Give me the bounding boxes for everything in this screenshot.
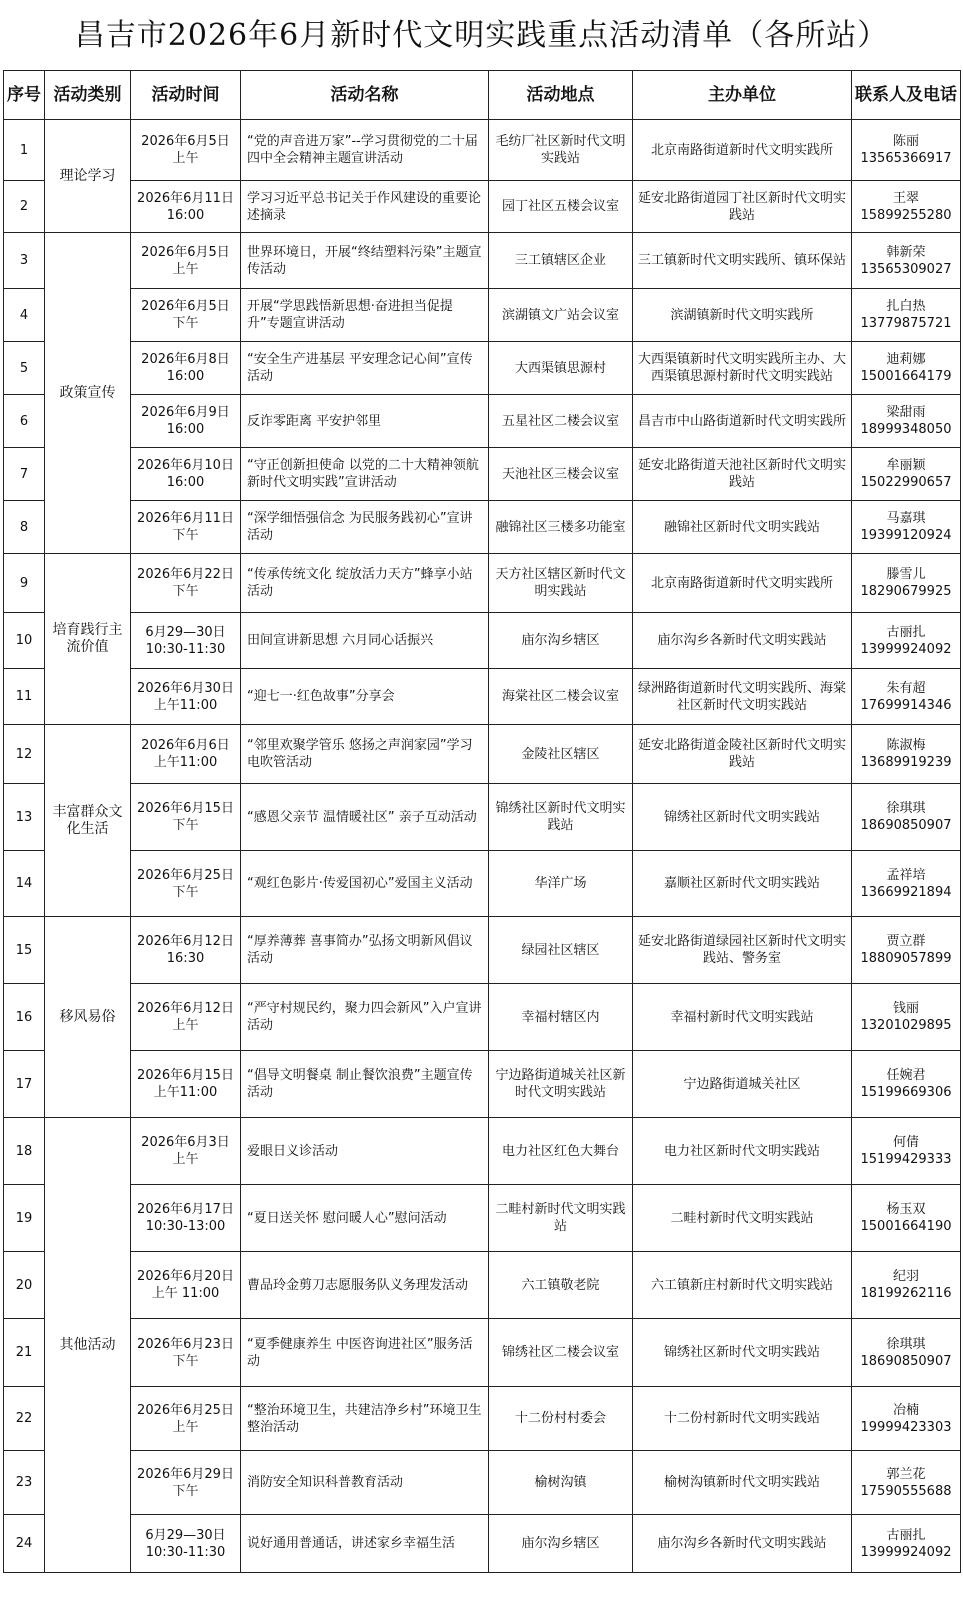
contact-cell [852, 233, 961, 289]
table-row [4, 395, 961, 448]
table-row [4, 120, 961, 181]
time-period: 上午11:00 [153, 755, 218, 770]
seq-cell: 4 [4, 289, 45, 342]
table-row [4, 784, 961, 851]
activity-name-cell: “深学细悟强信念 为民服务践初心”宣讲活动 [241, 501, 489, 554]
contact-person: 郭兰花 [886, 1466, 926, 1482]
time-period: 上午11:00 [153, 697, 218, 713]
contact-phone: 15022990657 [860, 475, 952, 490]
time-date: 2026年6月25日 [137, 1402, 234, 1418]
time-date: 2026年6月22日 [137, 567, 234, 582]
contact-phone: 15199669306 [860, 1085, 952, 1100]
activity-name-cell: “夏季健康养生 中医咨询进社区”服务活动 [241, 1319, 489, 1387]
contact-phone: 18199262116 [860, 1286, 952, 1301]
time-cell [131, 669, 241, 725]
place-cell: 庙尔沟乡辖区 [489, 1515, 633, 1573]
time-cell [131, 1252, 241, 1319]
contact-cell [852, 851, 961, 917]
seq-cell: 10 [4, 613, 45, 669]
contact-person: 朱有超 [886, 680, 926, 696]
place-cell: 三工镇辖区企业 [489, 233, 633, 289]
activity-name-cell: “夏日送关怀 慰问暖人心”慰问活动 [241, 1185, 489, 1252]
seq-cell: 20 [4, 1252, 45, 1319]
time-period: 上午 11:00 [151, 1286, 220, 1301]
table-body [4, 120, 961, 1573]
time-cell [131, 233, 241, 289]
contact-person: 杨玉双 [886, 1202, 926, 1217]
contact-person: 钱丽 [892, 1001, 919, 1016]
organizer-cell: 宁边路街道城关社区 [633, 1051, 852, 1118]
place-cell: 华洋广场 [489, 851, 633, 917]
seq-cell: 13 [4, 784, 45, 851]
table-row [4, 669, 961, 725]
time-date: 2026年6月12日 [137, 934, 234, 949]
contact-person: 梁甜雨 [886, 405, 926, 420]
time-period: 下午 [172, 528, 199, 543]
table-row [4, 1319, 961, 1387]
contact-cell [852, 448, 961, 501]
time-date: 2026年6月23日 [137, 1336, 234, 1352]
seq-cell: 15 [4, 917, 45, 984]
table-row [4, 1118, 961, 1185]
time-cell [131, 1051, 241, 1118]
organizer-cell: 庙尔沟乡各新时代文明实践站 [633, 613, 852, 669]
place-cell: 榆树沟镇 [489, 1451, 633, 1515]
contact-cell [852, 1051, 961, 1118]
page-title: 昌吉市2026年6月新时代文明实践重点活动清单（各所站） [74, 18, 889, 53]
organizer-cell: 榆树沟镇新时代文明实践站 [633, 1451, 852, 1515]
table-row [4, 1252, 961, 1319]
header-category: 活动类别 [45, 71, 131, 120]
place-cell: 海棠社区二楼会议室 [489, 669, 633, 725]
organizer-cell: 延安北路街道天池社区新时代文明实践站 [633, 448, 852, 501]
place-cell: 锦绣社区二楼会议室 [489, 1319, 633, 1387]
activity-name-cell: 消防安全知识科普教育活动 [241, 1451, 489, 1515]
seq-cell: 22 [4, 1387, 45, 1451]
seq-cell: 23 [4, 1451, 45, 1515]
time-period: 上午 [172, 1419, 199, 1435]
activity-name-cell: 世界环境日，开展“终结塑料污染”主题宣传活动 [241, 233, 489, 289]
place-cell: 绿园社区辖区 [489, 917, 633, 984]
organizer-cell: 大西渠镇新时代文明实践所主办、大西渠镇思源村新时代文明实践站 [633, 342, 852, 395]
table-row [4, 1185, 961, 1252]
time-period: 16:00 [166, 422, 205, 437]
time-cell [131, 725, 241, 784]
organizer-cell: 十二份村新时代文明实践站 [633, 1387, 852, 1451]
contact-person: 韩新荣 [886, 244, 926, 260]
header-place: 活动地点 [489, 71, 633, 120]
table-row [4, 613, 961, 669]
table-row [4, 501, 961, 554]
table-row [4, 554, 961, 613]
category-cell: 培育践行主流价值 [45, 554, 131, 725]
time-period: 下午 [172, 1353, 199, 1369]
activity-name-cell: 说好通用普通话，讲述家乡幸福生活 [241, 1515, 489, 1573]
contact-cell [852, 1319, 961, 1387]
contact-person: 冶楠 [892, 1402, 919, 1418]
time-period: 10:30-11:30 [145, 641, 226, 657]
table-row [4, 289, 961, 342]
time-period: 下午 [172, 884, 199, 900]
table-row [4, 1051, 961, 1118]
time-cell [131, 784, 241, 851]
contact-cell [852, 181, 961, 233]
table-row [4, 851, 961, 917]
contact-phone: 17590555688 [860, 1483, 952, 1499]
activity-name-cell: “观红色影片·传爱国初心”爱国主义活动 [241, 851, 489, 917]
table-row [4, 1451, 961, 1515]
organizer-cell: 六工镇新庄村新时代文明实践站 [633, 1252, 852, 1319]
seq-cell: 16 [4, 984, 45, 1051]
contact-phone: 19999423303 [860, 1419, 952, 1435]
contact-person: 陈淑梅 [886, 738, 926, 753]
table-row [4, 984, 961, 1051]
organizer-cell: 幸福村新时代文明实践站 [633, 984, 852, 1051]
time-date: 6月29—30日 [145, 1527, 226, 1543]
activity-name-cell: “整治环境卫生，共建洁净乡村”环境卫生整治活动 [241, 1387, 489, 1451]
contact-person: 贾立群 [886, 934, 926, 949]
header-time: 活动时间 [131, 71, 241, 120]
contact-cell [852, 1387, 961, 1451]
place-cell: 毛纺厂社区新时代文明实践站 [489, 120, 633, 181]
organizer-cell: 滨湖镇新时代文明实践所 [633, 289, 852, 342]
contact-cell [852, 1252, 961, 1319]
time-date: 2026年6月9日 [141, 405, 230, 420]
time-cell [131, 1319, 241, 1387]
contact-phone: 18290679925 [860, 584, 952, 599]
time-date: 2026年6月29日 [137, 1466, 234, 1482]
contact-cell [852, 984, 961, 1051]
contact-person: 何倩 [892, 1135, 919, 1150]
place-cell: 十二份村村委会 [489, 1387, 633, 1451]
activity-name-cell: “倡导文明餐桌 制止餐饮浪费”主题宣传活动 [241, 1051, 489, 1118]
contact-person: 迪莉娜 [886, 352, 926, 367]
time-period: 上午 [172, 1152, 199, 1167]
place-cell: 二畦村新时代文明实践站 [489, 1185, 633, 1252]
time-cell [131, 1451, 241, 1515]
table-header-row [4, 71, 961, 120]
organizer-cell: 电力社区新时代文明实践站 [633, 1118, 852, 1185]
activity-name-cell: 爱眼日义诊活动 [241, 1118, 489, 1185]
contact-cell [852, 917, 961, 984]
time-date: 2026年6月6日 [141, 738, 230, 753]
time-period: 16:00 [166, 369, 205, 384]
seq-cell: 21 [4, 1319, 45, 1387]
time-date: 2026年6月15日 [137, 801, 234, 816]
place-cell: 五星社区二楼会议室 [489, 395, 633, 448]
time-date: 2026年6月15日 [137, 1068, 234, 1083]
time-date: 2026年6月10日 [137, 458, 234, 473]
contact-phone: 18999348050 [860, 422, 952, 437]
contact-phone: 19399120924 [860, 528, 952, 543]
place-cell: 庙尔沟乡辖区 [489, 613, 633, 669]
time-cell [131, 851, 241, 917]
header-organizer: 主办单位 [633, 71, 852, 120]
seq-cell: 8 [4, 501, 45, 554]
time-date: 2026年6月11日 [137, 190, 234, 206]
contact-phone: 13201029895 [860, 1018, 952, 1033]
header-name: 活动名称 [241, 71, 489, 120]
seq-cell: 9 [4, 554, 45, 613]
contact-person: 滕雪儿 [886, 567, 926, 582]
contact-cell [852, 613, 961, 669]
organizer-cell: 延安北路街道园丁社区新时代文明实践站 [633, 181, 852, 233]
contact-cell [852, 669, 961, 725]
organizer-cell: 延安北路街道金陵社区新时代文明实践站 [633, 725, 852, 784]
time-period: 10:30-13:00 [145, 1219, 226, 1234]
time-cell [131, 917, 241, 984]
category-cell: 丰富群众文化生活 [45, 725, 131, 917]
contact-cell [852, 342, 961, 395]
table-row [4, 917, 961, 984]
contact-phone: 15899255280 [860, 207, 952, 223]
place-cell: 滨湖镇文广站会议室 [489, 289, 633, 342]
time-date: 2026年6月11日 [137, 511, 234, 526]
time-date: 2026年6月5日 [141, 244, 230, 260]
contact-person: 任婉君 [886, 1068, 926, 1083]
time-period: 下午 [172, 584, 199, 599]
activity-name-cell: 反诈零距离 平安护邻里 [241, 395, 489, 448]
time-cell [131, 289, 241, 342]
organizer-cell: 三工镇新时代文明实践所、镇环保站 [633, 233, 852, 289]
organizer-cell: 融锦社区新时代文明实践站 [633, 501, 852, 554]
seq-cell: 11 [4, 669, 45, 725]
activity-name-cell: “迎七一·红色故事”分享会 [241, 669, 489, 725]
place-cell: 幸福村辖区内 [489, 984, 633, 1051]
contact-phone: 13999924092 [860, 641, 952, 657]
time-period: 10:30-11:30 [145, 1544, 226, 1560]
activity-name-cell: “党的声音进万家”--学习贯彻党的二十届四中全会精神主题宣讲活动 [241, 120, 489, 181]
contact-phone: 13999924092 [860, 1544, 952, 1560]
seq-cell: 2 [4, 181, 45, 233]
seq-cell: 12 [4, 725, 45, 784]
time-date: 2026年6月5日 [141, 299, 230, 314]
activity-name-cell: 曹品玲金剪刀志愿服务队义务理发活动 [241, 1252, 489, 1319]
contact-person: 牟丽颖 [886, 458, 926, 473]
contact-person: 陈丽 [892, 134, 919, 149]
time-period: 下午 [172, 1483, 199, 1499]
place-cell: 园丁社区五楼会议室 [489, 181, 633, 233]
seq-cell: 18 [4, 1118, 45, 1185]
table-row [4, 342, 961, 395]
time-cell [131, 554, 241, 613]
organizer-cell: 昌吉市中山路街道新时代文明实践所 [633, 395, 852, 448]
time-date: 2026年6月8日 [141, 352, 230, 367]
time-date: 2026年6月25日 [137, 867, 234, 883]
category-cell: 政策宣传 [45, 233, 131, 554]
time-cell [131, 181, 241, 233]
contact-cell [852, 725, 961, 784]
time-cell [131, 1185, 241, 1252]
header-contact: 联系人及电话 [852, 71, 961, 120]
activity-name-cell: “传承传统文化 绽放活力天方”蜂享小站活动 [241, 554, 489, 613]
contact-person: 孟祥培 [886, 867, 926, 883]
table-row [4, 448, 961, 501]
header-seq: 序号 [4, 71, 45, 120]
time-cell [131, 395, 241, 448]
organizer-cell: 二畦村新时代文明实践站 [633, 1185, 852, 1252]
place-cell: 锦绣社区新时代文明实践站 [489, 784, 633, 851]
time-date: 6月29—30日 [145, 624, 226, 640]
time-date: 2026年6月5日 [141, 134, 230, 149]
contact-person: 扎白热 [886, 299, 926, 314]
contact-person: 王翠 [892, 190, 919, 206]
organizer-cell: 锦绣社区新时代文明实践站 [633, 784, 852, 851]
organizer-cell: 延安北路街道绿园社区新时代文明实践站、警务室 [633, 917, 852, 984]
time-period: 上午 [172, 261, 199, 277]
seq-cell: 6 [4, 395, 45, 448]
category-cell: 其他活动 [45, 1118, 131, 1573]
organizer-cell: 锦绣社区新时代文明实践站 [633, 1319, 852, 1387]
place-cell: 融锦社区三楼多功能室 [489, 501, 633, 554]
seq-cell: 3 [4, 233, 45, 289]
activity-name-cell: “守正创新担使命 以党的二十大精神领航新时代文明实践”宣讲活动 [241, 448, 489, 501]
seq-cell: 7 [4, 448, 45, 501]
contact-phone: 15001664179 [860, 369, 952, 384]
place-cell: 金陵社区辖区 [489, 725, 633, 784]
contact-cell [852, 784, 961, 851]
activity-name-cell: 田间宣讲新思想 六月同心话振兴 [241, 613, 489, 669]
activity-name-cell: “邻里欢聚学管乐 悠扬之声润家园”学习电吹管活动 [241, 725, 489, 784]
category-cell: 理论学习 [45, 120, 131, 233]
time-date: 2026年6月12日 [137, 1001, 234, 1016]
contact-cell [852, 1118, 961, 1185]
activity-name-cell: “厚养薄葬 喜事简办”弘扬文明新风倡议活动 [241, 917, 489, 984]
contact-phone: 18690850907 [860, 1353, 952, 1369]
contact-phone: 15001664190 [860, 1219, 952, 1234]
time-cell [131, 1387, 241, 1451]
table-row [4, 1387, 961, 1451]
contact-person: 徐琪琪 [886, 1336, 926, 1352]
time-cell [131, 1515, 241, 1573]
table-row [4, 1515, 961, 1573]
seq-cell: 17 [4, 1051, 45, 1118]
contact-cell [852, 120, 961, 181]
seq-cell: 19 [4, 1185, 45, 1252]
contact-person: 徐琪琪 [886, 801, 926, 816]
time-date: 2026年6月30日 [137, 680, 234, 696]
organizer-cell: 北京南路街道新时代文明实践所 [633, 554, 852, 613]
contact-person: 纪羽 [892, 1269, 919, 1284]
activity-name-cell: “严守村规民约，聚力四会新风”入户宣讲活动 [241, 984, 489, 1051]
time-cell [131, 448, 241, 501]
organizer-cell: 北京南路街道新时代文明实践所 [633, 120, 852, 181]
seq-cell: 1 [4, 120, 45, 181]
time-date: 2026年6月20日 [137, 1269, 234, 1284]
activity-name-cell: 学习习近平总书记关于作风建设的重要论述摘录 [241, 181, 489, 233]
seq-cell: 5 [4, 342, 45, 395]
contact-person: 古丽扎 [886, 624, 926, 640]
time-cell [131, 501, 241, 554]
time-period: 16:00 [166, 207, 205, 223]
time-cell [131, 120, 241, 181]
place-cell: 六工镇敬老院 [489, 1252, 633, 1319]
contact-phone: 15199429333 [860, 1152, 952, 1167]
activity-name-cell: “安全生产进基层 平安理念记心间”宣传活动 [241, 342, 489, 395]
time-cell [131, 984, 241, 1051]
organizer-cell: 庙尔沟乡各新时代文明实践站 [633, 1515, 852, 1573]
contact-phone: 13565366917 [860, 151, 952, 166]
time-period: 下午 [172, 818, 199, 833]
time-period: 上午11:00 [153, 1085, 218, 1100]
place-cell: 天池社区三楼会议室 [489, 448, 633, 501]
contact-phone: 17699914346 [860, 697, 952, 713]
table-row [4, 181, 961, 233]
seq-cell: 24 [4, 1515, 45, 1573]
seq-cell: 14 [4, 851, 45, 917]
contact-person: 马嘉琪 [886, 511, 926, 526]
contact-cell [852, 1515, 961, 1573]
activity-name-cell: 开展“学思践悟新思想·奋进担当促提升”专题宣讲活动 [241, 289, 489, 342]
contact-phone: 13689919239 [860, 755, 952, 770]
organizer-cell: 嘉顺社区新时代文明实践站 [633, 851, 852, 917]
contact-cell [852, 395, 961, 448]
contact-cell [852, 1451, 961, 1515]
time-period: 上午 [172, 151, 199, 166]
contact-phone: 18690850907 [860, 818, 952, 833]
contact-person: 古丽扎 [886, 1527, 926, 1543]
time-period: 16:30 [166, 951, 205, 966]
activity-table [3, 70, 961, 1573]
time-period: 16:00 [166, 475, 205, 490]
activity-name-cell: “感恩父亲节 温情暖社区” 亲子互动活动 [241, 784, 489, 851]
time-cell [131, 613, 241, 669]
time-period: 下午 [172, 316, 199, 331]
time-cell [131, 342, 241, 395]
contact-phone: 18809057899 [860, 951, 952, 966]
contact-cell [852, 554, 961, 613]
organizer-cell: 绿洲路街道新时代文明实践所、海棠社区新时代文明实践站 [633, 669, 852, 725]
time-date: 2026年6月3日 [141, 1135, 230, 1150]
place-cell: 大西渠镇思源村 [489, 342, 633, 395]
contact-phone: 13669921894 [860, 884, 952, 900]
place-cell: 电力社区红色大舞台 [489, 1118, 633, 1185]
category-cell: 移风易俗 [45, 917, 131, 1118]
time-date: 2026年6月17日 [137, 1202, 234, 1217]
time-period: 上午 [172, 1018, 199, 1033]
place-cell: 宁边路街道城关社区新时代文明实践站 [489, 1051, 633, 1118]
table-row [4, 725, 961, 784]
contact-cell [852, 1185, 961, 1252]
table-row [4, 233, 961, 289]
contact-phone: 13779875721 [860, 316, 952, 331]
contact-cell [852, 289, 961, 342]
place-cell: 天方社区辖区新时代文明实践站 [489, 554, 633, 613]
contact-phone: 13565309027 [860, 261, 952, 277]
contact-cell [852, 501, 961, 554]
time-cell [131, 1118, 241, 1185]
